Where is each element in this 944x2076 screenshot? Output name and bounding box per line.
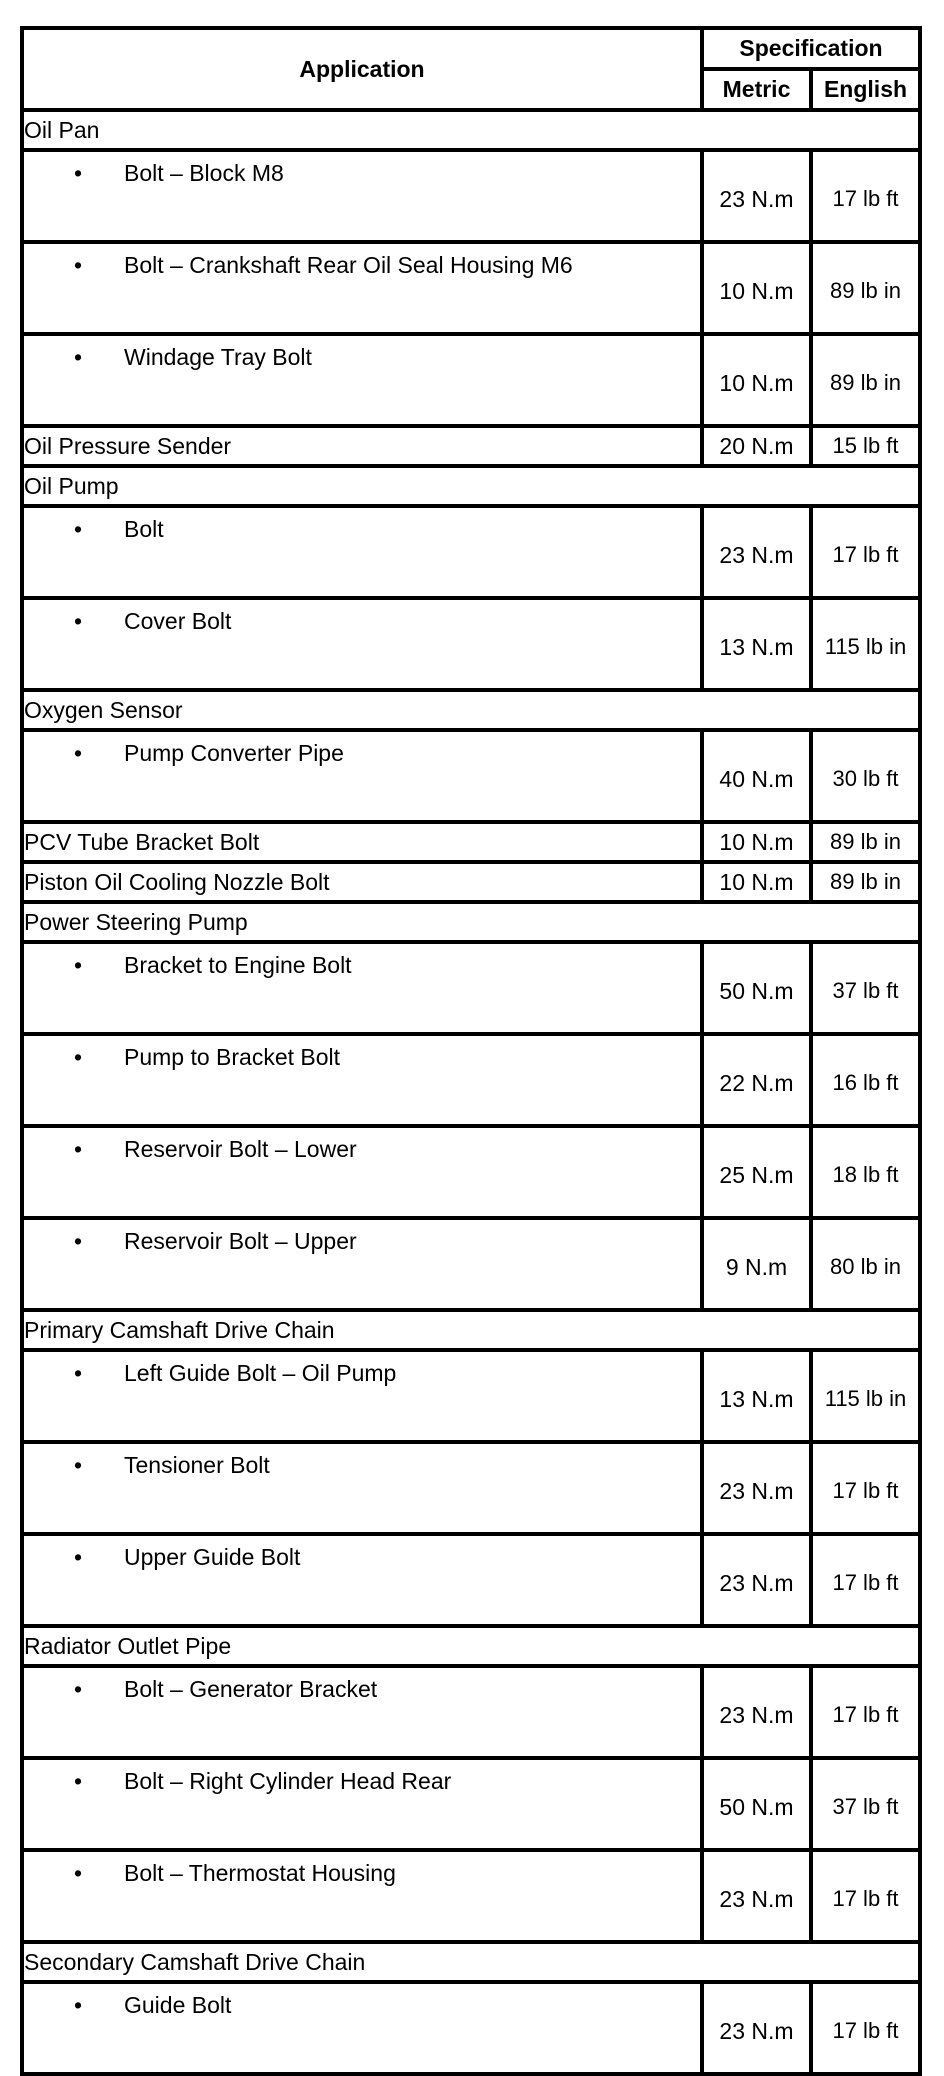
application-cell <box>22 1218 702 1310</box>
application-label: Reservoir Bolt – Lower <box>124 1136 357 1162</box>
metric-value: 10 N.m <box>702 822 811 862</box>
application-label: Bolt – Generator Bracket <box>124 1676 378 1702</box>
section-row <box>22 902 920 942</box>
application-cell <box>22 150 702 242</box>
english-value: 80 lb in <box>811 1218 920 1310</box>
application-cell <box>22 598 702 690</box>
section-label: Radiator Outlet Pipe <box>22 1626 920 1666</box>
application-label: Bolt – Block M8 <box>124 160 284 186</box>
metric-value: 50 N.m <box>702 942 811 1034</box>
component-row <box>22 1034 920 1126</box>
item-row <box>22 426 920 466</box>
component-row <box>22 1758 920 1850</box>
section-label: Oxygen Sensor <box>22 690 920 730</box>
bullet-icon: • <box>74 952 83 978</box>
metric-value: 22 N.m <box>702 1034 811 1126</box>
application-cell <box>22 242 702 334</box>
metric-value: 10 N.m <box>702 242 811 334</box>
english-value: 15 lb ft <box>811 426 920 466</box>
metric-value: 23 N.m <box>702 1442 811 1534</box>
section-row <box>22 1942 920 1982</box>
section-label: Oil Pan <box>22 110 920 150</box>
bullet-icon: • <box>74 1044 83 1070</box>
section-label: Secondary Camshaft Drive Chain <box>22 1942 920 1982</box>
application-label: Pump to Bracket Bolt <box>124 1044 341 1070</box>
application-cell <box>22 1534 702 1626</box>
item-row <box>22 822 920 862</box>
component-row <box>22 1982 920 2074</box>
application-cell <box>22 942 702 1034</box>
component-row <box>22 1218 920 1310</box>
component-row <box>22 242 920 334</box>
application-label: Cover Bolt <box>124 608 232 634</box>
component-row <box>22 334 920 426</box>
section-row <box>22 1310 920 1350</box>
english-value: 37 lb ft <box>811 1758 920 1850</box>
metric-value: 13 N.m <box>702 598 811 690</box>
application-cell <box>22 822 702 862</box>
section-row <box>22 110 920 150</box>
bullet-icon: • <box>74 1992 83 2018</box>
table-body <box>22 110 920 2074</box>
metric-value: 20 N.m <box>702 426 811 466</box>
specification-header: Specification <box>702 28 920 69</box>
application-cell <box>22 1850 702 1942</box>
bullet-icon: • <box>74 344 83 370</box>
application-cell <box>22 1034 702 1126</box>
metric-value: 23 N.m <box>702 1850 811 1942</box>
english-header: English <box>811 69 920 110</box>
application-cell <box>22 506 702 598</box>
application-label: Bolt – Right Cylinder Head Rear <box>124 1768 452 1794</box>
bullet-icon: • <box>74 1136 83 1162</box>
bullet-icon: • <box>74 516 83 542</box>
bullet-icon: • <box>74 740 83 766</box>
application-label: Bolt – Thermostat Housing <box>124 1860 396 1886</box>
application-header: Application <box>22 28 702 110</box>
metric-value: 13 N.m <box>702 1350 811 1442</box>
metric-value: 10 N.m <box>702 862 811 902</box>
english-value: 17 lb ft <box>811 1982 920 2074</box>
english-value: 17 lb ft <box>811 1442 920 1534</box>
section-row <box>22 690 920 730</box>
english-value: 16 lb ft <box>811 1034 920 1126</box>
english-value: 115 lb in <box>811 1350 920 1442</box>
metric-value: 50 N.m <box>702 1758 811 1850</box>
section-label: Power Steering Pump <box>22 902 920 942</box>
component-row <box>22 1534 920 1626</box>
bullet-icon: • <box>74 160 83 186</box>
english-value: 115 lb in <box>811 598 920 690</box>
component-row <box>22 1126 920 1218</box>
torque-spec-table <box>20 26 922 2076</box>
application-cell <box>22 334 702 426</box>
component-row <box>22 1350 920 1442</box>
application-label: Pump Converter Pipe <box>124 740 344 766</box>
bullet-icon: • <box>74 252 83 278</box>
application-cell <box>22 1350 702 1442</box>
application-cell <box>22 426 702 466</box>
application-label: Left Guide Bolt – Oil Pump <box>124 1360 397 1386</box>
application-label: Upper Guide Bolt <box>124 1544 301 1570</box>
metric-header: Metric <box>702 69 811 110</box>
application-label: Bolt <box>124 516 164 542</box>
application-label: Bracket to Engine Bolt <box>124 952 352 978</box>
english-value: 89 lb in <box>811 862 920 902</box>
section-row <box>22 1626 920 1666</box>
metric-value: 23 N.m <box>702 1666 811 1758</box>
application-cell <box>22 1758 702 1850</box>
component-row <box>22 506 920 598</box>
item-row <box>22 862 920 902</box>
metric-value: 10 N.m <box>702 334 811 426</box>
bullet-icon: • <box>74 1360 83 1386</box>
component-row <box>22 942 920 1034</box>
english-value: 37 lb ft <box>811 942 920 1034</box>
application-cell <box>22 1442 702 1534</box>
application-cell <box>22 1126 702 1218</box>
english-value: 17 lb ft <box>811 1850 920 1942</box>
metric-value: 23 N.m <box>702 1982 811 2074</box>
application-label: Guide Bolt <box>124 1992 232 2018</box>
application-label: Tensioner Bolt <box>124 1452 270 1478</box>
component-row <box>22 150 920 242</box>
component-row <box>22 598 920 690</box>
metric-value: 25 N.m <box>702 1126 811 1218</box>
component-row <box>22 1666 920 1758</box>
component-row <box>22 730 920 822</box>
application-label: Windage Tray Bolt <box>124 344 312 370</box>
application-cell <box>22 1982 702 2074</box>
english-value: 89 lb in <box>811 822 920 862</box>
english-value: 17 lb ft <box>811 1666 920 1758</box>
metric-value: 23 N.m <box>702 506 811 598</box>
section-label: Primary Camshaft Drive Chain <box>22 1310 920 1350</box>
bullet-icon: • <box>74 1676 83 1702</box>
english-value: 17 lb ft <box>811 506 920 598</box>
bullet-icon: • <box>74 1768 83 1794</box>
application-cell <box>22 862 702 902</box>
bullet-icon: • <box>74 1860 83 1886</box>
bullet-icon: • <box>74 1544 83 1570</box>
application-label: PCV Tube Bracket Bolt <box>24 828 260 855</box>
metric-value: 23 N.m <box>702 1534 811 1626</box>
application-label: Reservoir Bolt – Upper <box>124 1228 357 1254</box>
english-value: 18 lb ft <box>811 1126 920 1218</box>
component-row <box>22 1442 920 1534</box>
bullet-icon: • <box>74 1452 83 1478</box>
english-value: 30 lb ft <box>811 730 920 822</box>
section-label: Oil Pump <box>22 466 920 506</box>
metric-value: 9 N.m <box>702 1218 811 1310</box>
english-value: 89 lb in <box>811 242 920 334</box>
table-header <box>22 28 920 110</box>
application-label: Bolt – Crankshaft Rear Oil Seal Housing M6 <box>124 252 573 278</box>
metric-value: 40 N.m <box>702 730 811 822</box>
section-row <box>22 466 920 506</box>
english-value: 17 lb ft <box>811 1534 920 1626</box>
application-label: Oil Pressure Sender <box>24 432 232 459</box>
component-row <box>22 1850 920 1942</box>
metric-value: 23 N.m <box>702 150 811 242</box>
application-cell <box>22 1666 702 1758</box>
english-value: 17 lb ft <box>811 150 920 242</box>
application-cell <box>22 730 702 822</box>
application-label: Piston Oil Cooling Nozzle Bolt <box>24 868 330 895</box>
bullet-icon: • <box>74 608 83 634</box>
bullet-icon: • <box>74 1228 83 1254</box>
english-value: 89 lb in <box>811 334 920 426</box>
